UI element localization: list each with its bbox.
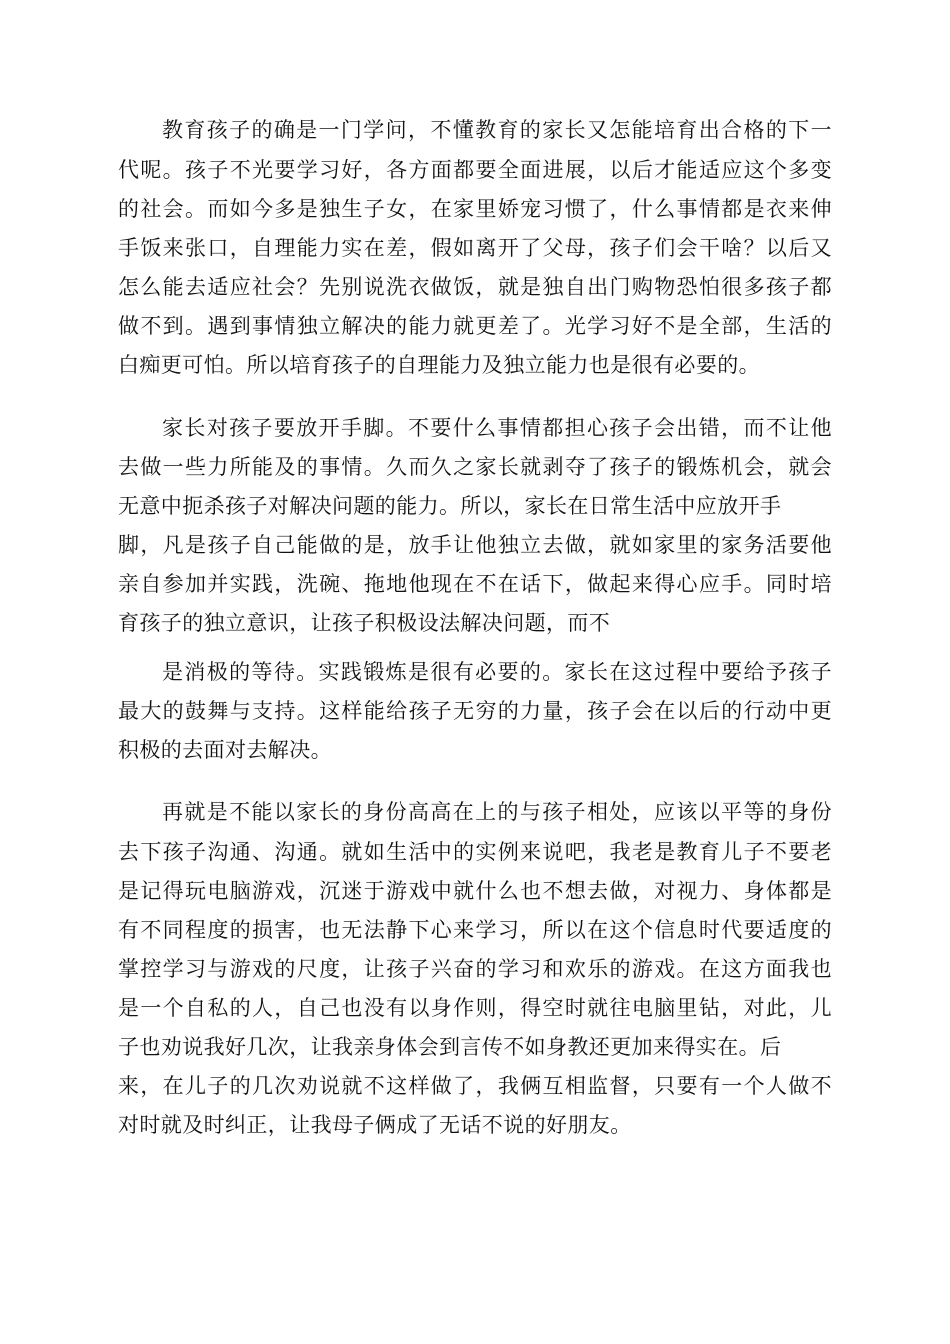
- paragraph-line: 去下孩子沟通、沟通。就如生活中的实例来说吧，我老是教育儿子不要老: [118, 840, 832, 864]
- paragraph-line: 是消极的等待。实践锻炼是很有必要的。家长在这过程中要给予孩子: [162, 660, 832, 684]
- paragraph-line: 是记得玩电脑游戏，沉迷于游戏中就什么也不想去做，对视力、身体都是: [118, 879, 832, 903]
- paragraph-line: 子也劝说我好几次，让我亲身体会到言传不如身教还更加来得实在。后: [118, 1035, 782, 1059]
- paragraph-line: 去做一些力所能及的事情。久而久之家长就剥夺了孩子的锻炼机会，就会: [118, 455, 832, 479]
- paragraph-line: 有不同程度的损害，也无法静下心来学习，所以在这个信息时代要适度的: [118, 918, 832, 942]
- paragraph-line: 来，在儿子的几次劝说就不这样做了，我俩互相监督，只要有一个人做不: [118, 1074, 832, 1098]
- paragraph-line: 再就是不能以家长的身份高高在上的与孩子相处，应该以平等的身份: [162, 800, 832, 824]
- paragraph-line: 手饭来张口，自理能力实在差，假如离开了父母，孩子们会干啥？以后又: [118, 236, 832, 260]
- paragraph-line: 教育孩子的确是一门学问，不懂教育的家长又怎能培育出合格的下一: [162, 118, 832, 142]
- paragraph-line: 掌控学习与游戏的尺度，让孩子兴奋的学习和欢乐的游戏。在这方面我也: [118, 957, 832, 981]
- paragraph-line: 怎么能去适应社会？先别说洗衣做饭，就是独自出门购物恐怕很多孩子都: [118, 275, 832, 299]
- paragraph-line: 白痴更可怕。所以培育孩子的自理能力及独立能力也是很有必要的。: [118, 353, 760, 377]
- paragraph-line: 无意中扼杀孩子对解决问题的能力。所以，家长在日常生活中应放开手: [118, 494, 782, 518]
- paragraph-line: 代呢。孩子不光要学习好，各方面都要全面进展，以后才能适应这个多变: [118, 158, 832, 182]
- paragraph-line: 对时就及时纠正，让我母子俩成了无话不说的好朋友。: [118, 1113, 632, 1137]
- paragraph-line: 最大的鼓舞与支持。这样能给孩子无穷的力量，孩子会在以后的行动中更: [118, 699, 832, 723]
- paragraph-line: 脚，凡是孩子自己能做的是，放手让他独立去做，就如家里的家务活要他: [118, 533, 832, 557]
- paragraph-line: 家长对孩子要放开手脚。不要什么事情都担心孩子会出错，而不让他: [162, 416, 832, 440]
- paragraph-line: 积极的去面对去解决。: [118, 738, 332, 762]
- paragraph-line: 育孩子的独立意识，让孩子积极设法解决问题，而不: [118, 611, 611, 635]
- paragraph-line: 做不到。遇到事情独立解决的能力就更差了。光学习好不是全部，生活的: [118, 314, 832, 338]
- paragraph-line: 是一个自私的人，自己也没有以身作则，得空时就往电脑里钻，对此，儿: [118, 996, 832, 1020]
- paragraph-line: 亲自参加并实践，洗碗、拖地他现在不在话下，做起来得心应手。同时培: [118, 572, 832, 596]
- paragraph-line: 的社会。而如今多是独生子女，在家里娇宠习惯了，什么事情都是衣来伸: [118, 197, 832, 221]
